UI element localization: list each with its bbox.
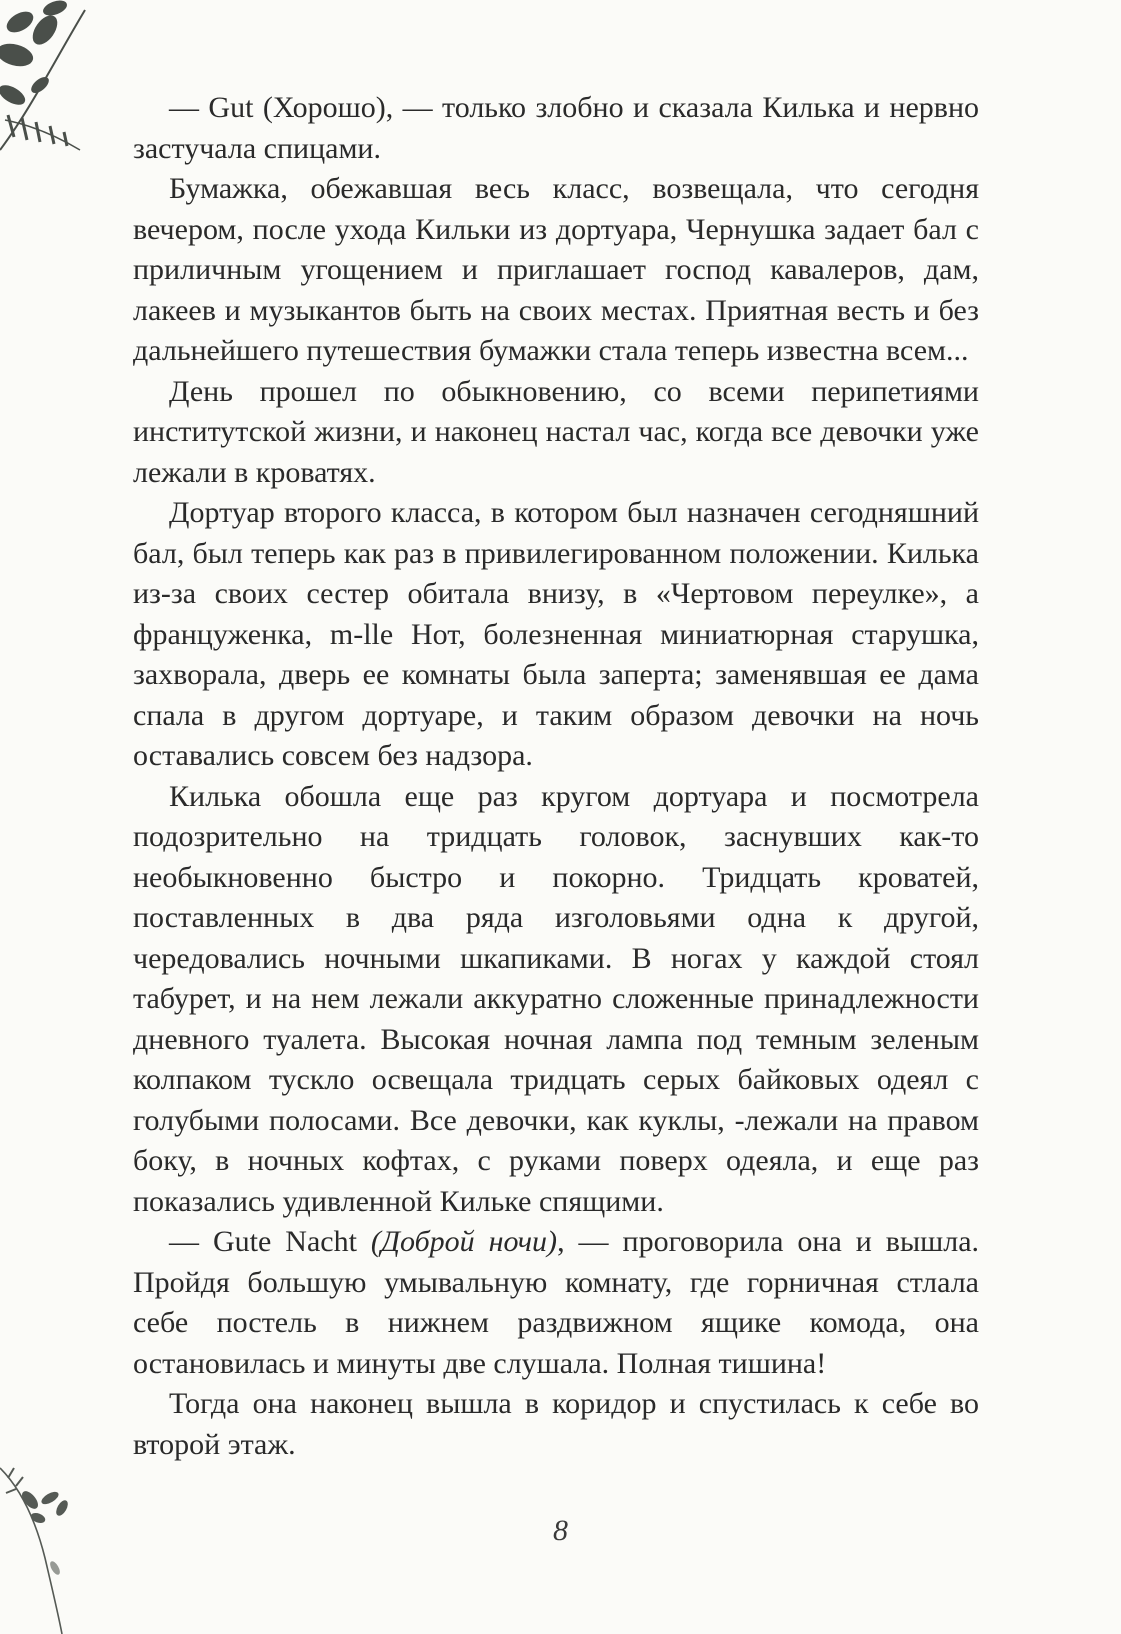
gute-nacht-rest: , — проговорила она и вышла. Пройдя большую умывальную комнату, где горничная стлала себе постель в нижнем раздвижном ящике комода, она остановилась и минуты две слушала. Полная тишина! [133,1225,980,1380]
page-number: 8 [553,1514,568,1547]
body-text [133,88,979,1465]
paragraph-note: Бумажка, обежавшая весь класс, возвещала, что сегодня вечером, после ухода Кильки из дортуара, Чернушка задает бал с приличным угощением и приглашает господ кавалеров, дам, лакеев и музыкантов быть на своих местах. Приятная весть и без дальнейшего путешествия бумажки стала теперь известна всем... [133,172,979,367]
paragraph-inspection: Килька обошла еще раз кругом дортуара и посмотрела подозрительно на тридцать головок, заснувших как-то необыкновенно быстро и покорно. Тридцать кроватей, поставленных в два ряда изголовьями одна к другой, чередовались ночными шкапиками. В ногах у каждой стоял табурет, и на нем лежали аккуратно сложенные принадлежности дневного туалета. Высокая ночная лампа под темным зеленым колпаком тускло освещала тридцать серых байковых одеял с голубыми полосами. Все девочки, как куклы, -лежали на правом боку, в ночных кофтах, с руками поверх одеяла, и еще раз показались удивленной Кильке спящими. [133,779,979,1218]
gute-nacht-translation: (Доброй ночи) [370,1225,558,1258]
paragraph-dormitory: Дортуар второго класса, в котором был назначен сегодняшний бал, был теперь как раз в привилегированном положении. Килька из-за своих сестер обитала внизу, в «Чертовом переулке», а француженка, m-lle Нот, болезненная миниатюрная старушка, захворала, дверь ее комнаты была заперта; заменявшая ее дама спала в другом дортуаре, и таким образом девочки на ночь оставались совсем без надзора. [133,496,979,772]
paragraph-day: День прошел по обыкновению, со всеми перипетиями институтской жизни, и наконец настал час, когда все девочки уже лежали в кроватях. [133,374,979,489]
paragraph-gute-nacht [133,1222,979,1384]
leaf-branch-ornament-icon [0,0,150,170]
leaf-sprig-ornament-icon [0,1448,110,1634]
paragraph-gut: — Gut (Хорошо), — только злобно и сказала Килька и нервно застучала спицами. [133,91,979,165]
gute-nacht-lead: — Gute Nacht [169,1225,371,1258]
paragraph-final: Тогда она наконец вышла в коридор и спустилась к себе во второй этаж. [133,1387,979,1461]
